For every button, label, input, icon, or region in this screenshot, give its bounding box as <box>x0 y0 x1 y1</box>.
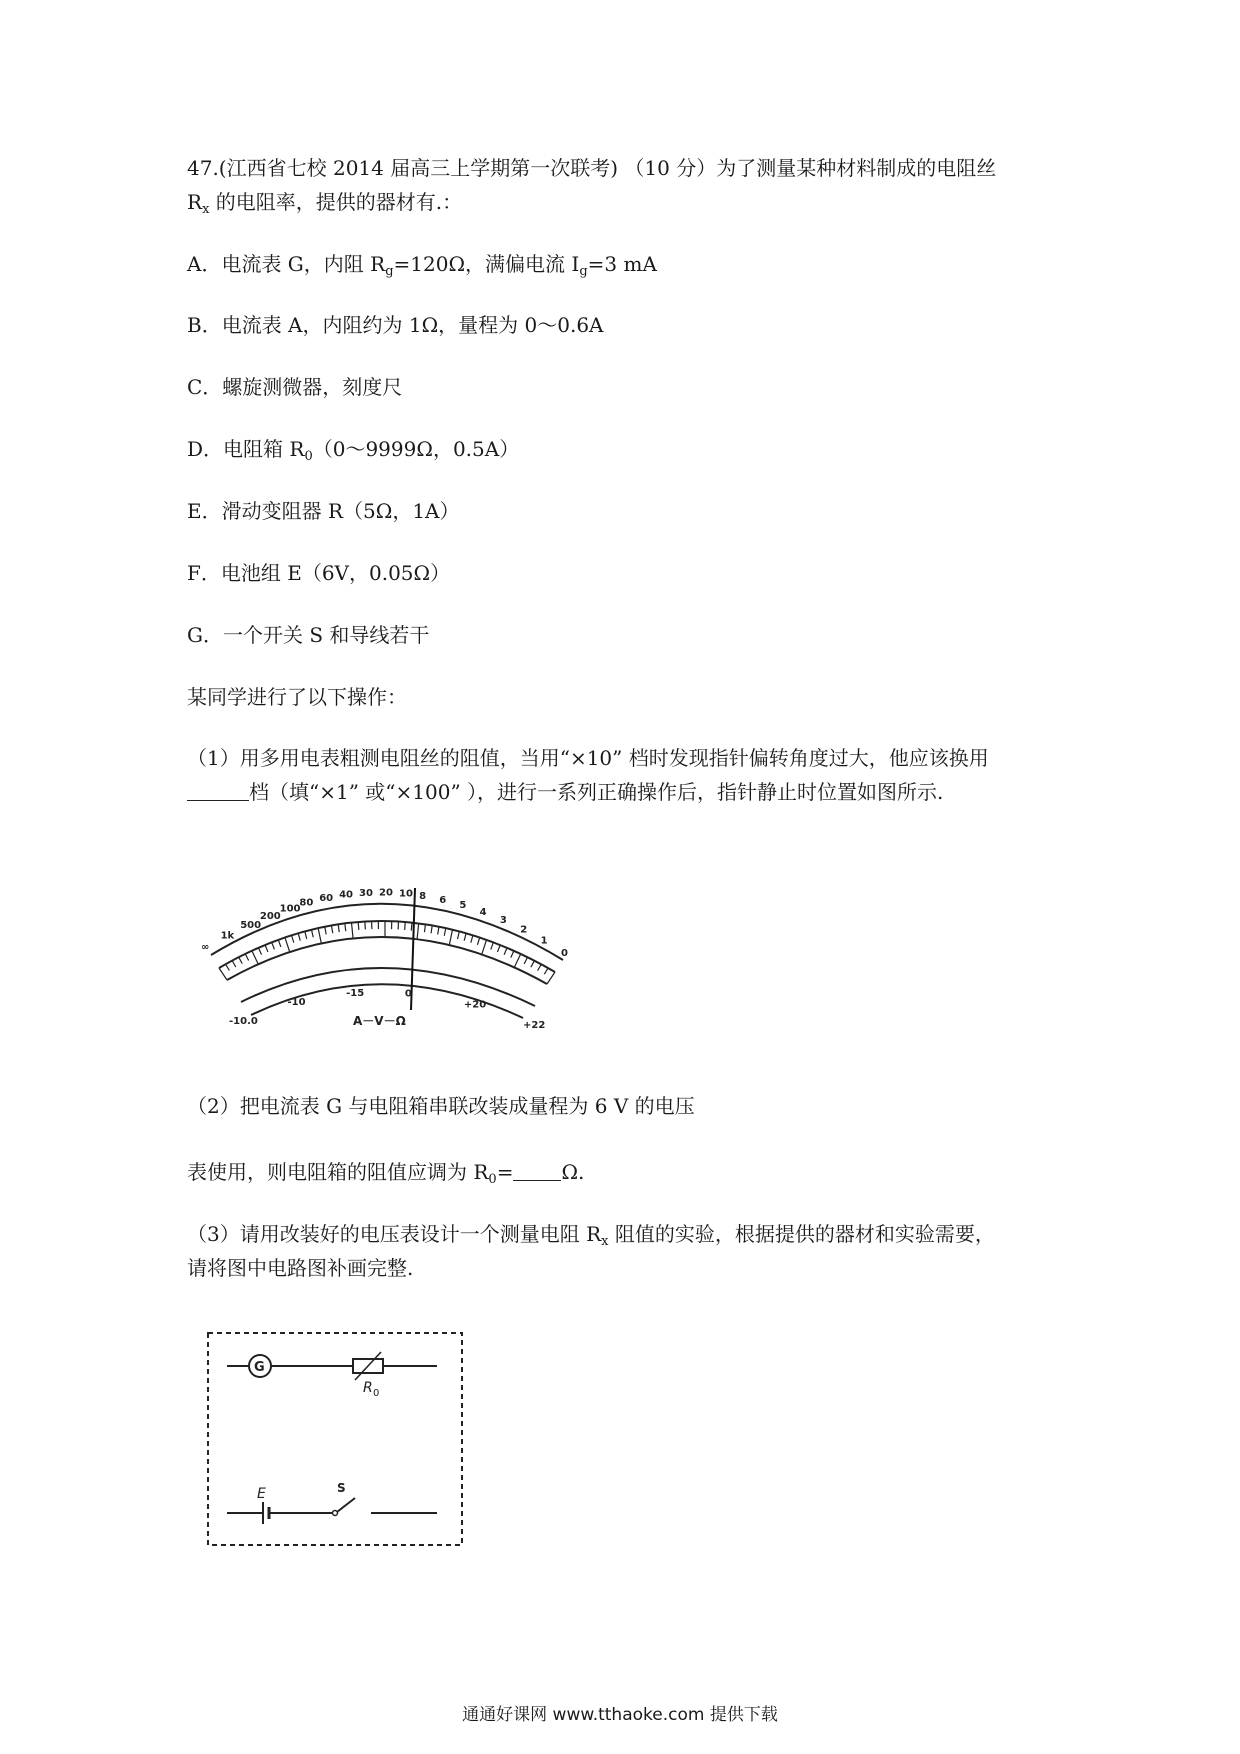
multimeter-dial-figure <box>193 860 573 1030</box>
r0-subscript: 0 <box>373 1388 380 1399</box>
option-d-part1: D．电阻箱 R <box>187 437 305 461</box>
dial-tick <box>232 961 236 967</box>
dial-tick <box>318 928 321 943</box>
part3-line1-text: （3）请用改装好的电压表设计一个测量电阻 R <box>187 1222 602 1246</box>
dial-tick <box>417 923 419 939</box>
option-a-part2: =120Ω，满偏电流 I <box>393 252 580 276</box>
option-b: B．电流表 A，内阻约为 1Ω，量程为 0～0.6A <box>187 313 604 337</box>
ohm-scale-label: 30 <box>359 887 373 899</box>
dial-tick <box>351 923 353 939</box>
dial-tick <box>497 945 500 952</box>
part2-line1: （2）把电流表 G 与电阻箱串联改装成量程为 6 V 的电压 <box>187 1094 695 1118</box>
ohm-scale-label: 8 <box>419 891 427 903</box>
part2-equals: = <box>496 1160 514 1184</box>
ohm-scale-label: 4 <box>479 906 487 918</box>
ohm-scale-label: 60 <box>319 892 334 904</box>
part3-sub: x <box>601 1234 609 1249</box>
battery-label: E <box>257 1486 266 1502</box>
ohm-scale-label: 0 <box>561 948 568 959</box>
ohm-scale-label: 80 <box>299 897 314 909</box>
part2-line2 <box>187 1158 584 1194</box>
dial-tick <box>358 922 359 930</box>
option-g: G．一个开关 S 和导线若干 <box>187 623 430 647</box>
dial-tick <box>239 957 243 963</box>
dial-tick <box>411 923 412 931</box>
heading-tail: 的电阻率，提供的器材有.： <box>209 190 463 214</box>
part1-line2-text: 档（填“×1” 或“×100” ），进行一系列正确操作后，指针静止时位置如图所示. <box>249 780 944 804</box>
option-e: E．滑动变阻器 R（5Ω，1A） <box>187 499 460 523</box>
dial-tick <box>504 948 507 955</box>
part1-line2 <box>187 778 943 806</box>
dial-tick <box>531 961 535 967</box>
part2-unit: Ω. <box>561 1160 585 1184</box>
dial-tick <box>511 951 514 958</box>
part3-line1-tail: 阻值的实验，根据提供的器材和实验需要， <box>608 1222 995 1246</box>
option-a-sub1: g <box>385 264 394 279</box>
dial-tick <box>219 968 227 980</box>
dial-tick <box>331 925 332 933</box>
ohm-scale-label: ∞ <box>201 942 210 953</box>
dial-tick <box>482 940 487 955</box>
dial-tick <box>258 948 261 955</box>
dial-tick <box>547 972 555 984</box>
dial-tick <box>245 954 248 961</box>
ohm-scale-label: 200 <box>259 911 281 923</box>
dial-tick <box>338 924 339 932</box>
inner-scale-label: 0 <box>404 988 412 1000</box>
rx-symbol: R <box>187 190 203 214</box>
dial-tick <box>471 935 473 942</box>
dial-tick <box>458 931 460 939</box>
dial-tick <box>305 931 307 939</box>
option-a-part3: =3 mA <box>587 252 657 276</box>
inner-scale-label: -15 <box>346 987 365 999</box>
option-a <box>187 250 657 286</box>
dial-tick <box>514 954 520 967</box>
question-heading-line1: 47.(江西省七校 2014 届高三上学期第一次联考) （10 分）为了测量某种材料制成的电阻丝 <box>187 156 997 180</box>
dial-tick <box>292 935 294 942</box>
dial-tick <box>272 942 275 949</box>
ohm-scale-label: 3 <box>499 915 507 927</box>
dial-tick <box>345 923 346 931</box>
rx-subscript: x <box>202 202 210 217</box>
dial-tick <box>265 945 268 952</box>
option-c: C．螺旋测微器，刻度尺 <box>187 375 403 399</box>
option-d <box>187 435 519 471</box>
dial-tick <box>444 928 445 936</box>
ohm-scale-label: 2 <box>520 924 528 936</box>
ohm-scale-label: 500 <box>240 919 262 931</box>
ohm-scale-label: 10 <box>399 888 413 900</box>
ohm-scale-label: 40 <box>339 889 354 901</box>
dial-tick <box>311 930 313 938</box>
intro-text: 某同学进行了以下操作： <box>187 685 407 709</box>
question-heading-line2 <box>187 188 462 224</box>
part1-line1: （1）用多用电表粗测电阻丝的阻值，当用“×10” 档时发现指针偏转角度过大，他应该换用 <box>187 746 989 770</box>
part3-line2: 请将图中电路图补画完整. <box>187 1256 414 1280</box>
dial-tick <box>544 968 548 974</box>
dial-tick <box>538 964 542 970</box>
meter-label: A－V－Ω <box>353 1014 406 1028</box>
option-f: F．电池组 E（6V，0.05Ω） <box>187 561 451 585</box>
dial-tick <box>424 924 425 932</box>
ohm-scale-label: 6 <box>439 894 447 906</box>
dial-tick <box>278 940 281 947</box>
dial-tick <box>226 964 230 970</box>
dial-tick <box>524 957 527 964</box>
ohm-scale-label: 20 <box>379 887 393 899</box>
dial-arc-2 <box>219 921 555 972</box>
answer-blank-2[interactable] <box>513 1160 561 1181</box>
dial-tick <box>477 937 479 944</box>
option-a-part1: A．电流表 G，内阻 R <box>187 252 386 276</box>
switch-blade <box>337 1498 355 1512</box>
circuit-diagram <box>205 1330 465 1550</box>
ohm-scale-label: 1 <box>540 935 548 947</box>
dial-tick <box>491 942 494 949</box>
dial-tick <box>252 951 258 964</box>
option-d-sub: 0 <box>304 449 313 464</box>
inner-scale-label: +22 <box>523 1020 546 1030</box>
dial-tick <box>325 927 326 935</box>
inner-scale-label: -10 <box>287 996 306 1008</box>
inner-scale-label: +20 <box>463 999 487 1011</box>
part2-sub: 0 <box>488 1172 497 1187</box>
ohm-scale-label: 5 <box>459 900 467 912</box>
page-footer: 通通好课网 www.tthaoke.com 提供下载 <box>462 1705 778 1725</box>
part3-line1 <box>187 1220 995 1256</box>
ohm-scale-label: 100 <box>279 903 301 915</box>
r0-label: R <box>363 1380 373 1396</box>
option-a-sub2: g <box>579 264 588 279</box>
ohm-scale-label: 1k <box>220 930 235 942</box>
switch-label: S <box>337 1481 346 1495</box>
galvanometer-label: G <box>254 1360 265 1375</box>
inner-scale-label: -10.0 <box>229 1016 258 1027</box>
dial-tick <box>285 937 290 952</box>
dial-tick <box>449 930 452 945</box>
dial-tick <box>298 933 300 940</box>
answer-blank-1[interactable] <box>187 780 249 801</box>
dial-tick <box>431 925 432 933</box>
dial-tick <box>464 933 466 941</box>
dial-tick <box>438 927 439 935</box>
option-d-part2: （0～9999Ω，0.5A） <box>312 437 520 461</box>
part2-line2-text: 表使用，则电阻箱的阻值应调为 R <box>187 1160 489 1184</box>
